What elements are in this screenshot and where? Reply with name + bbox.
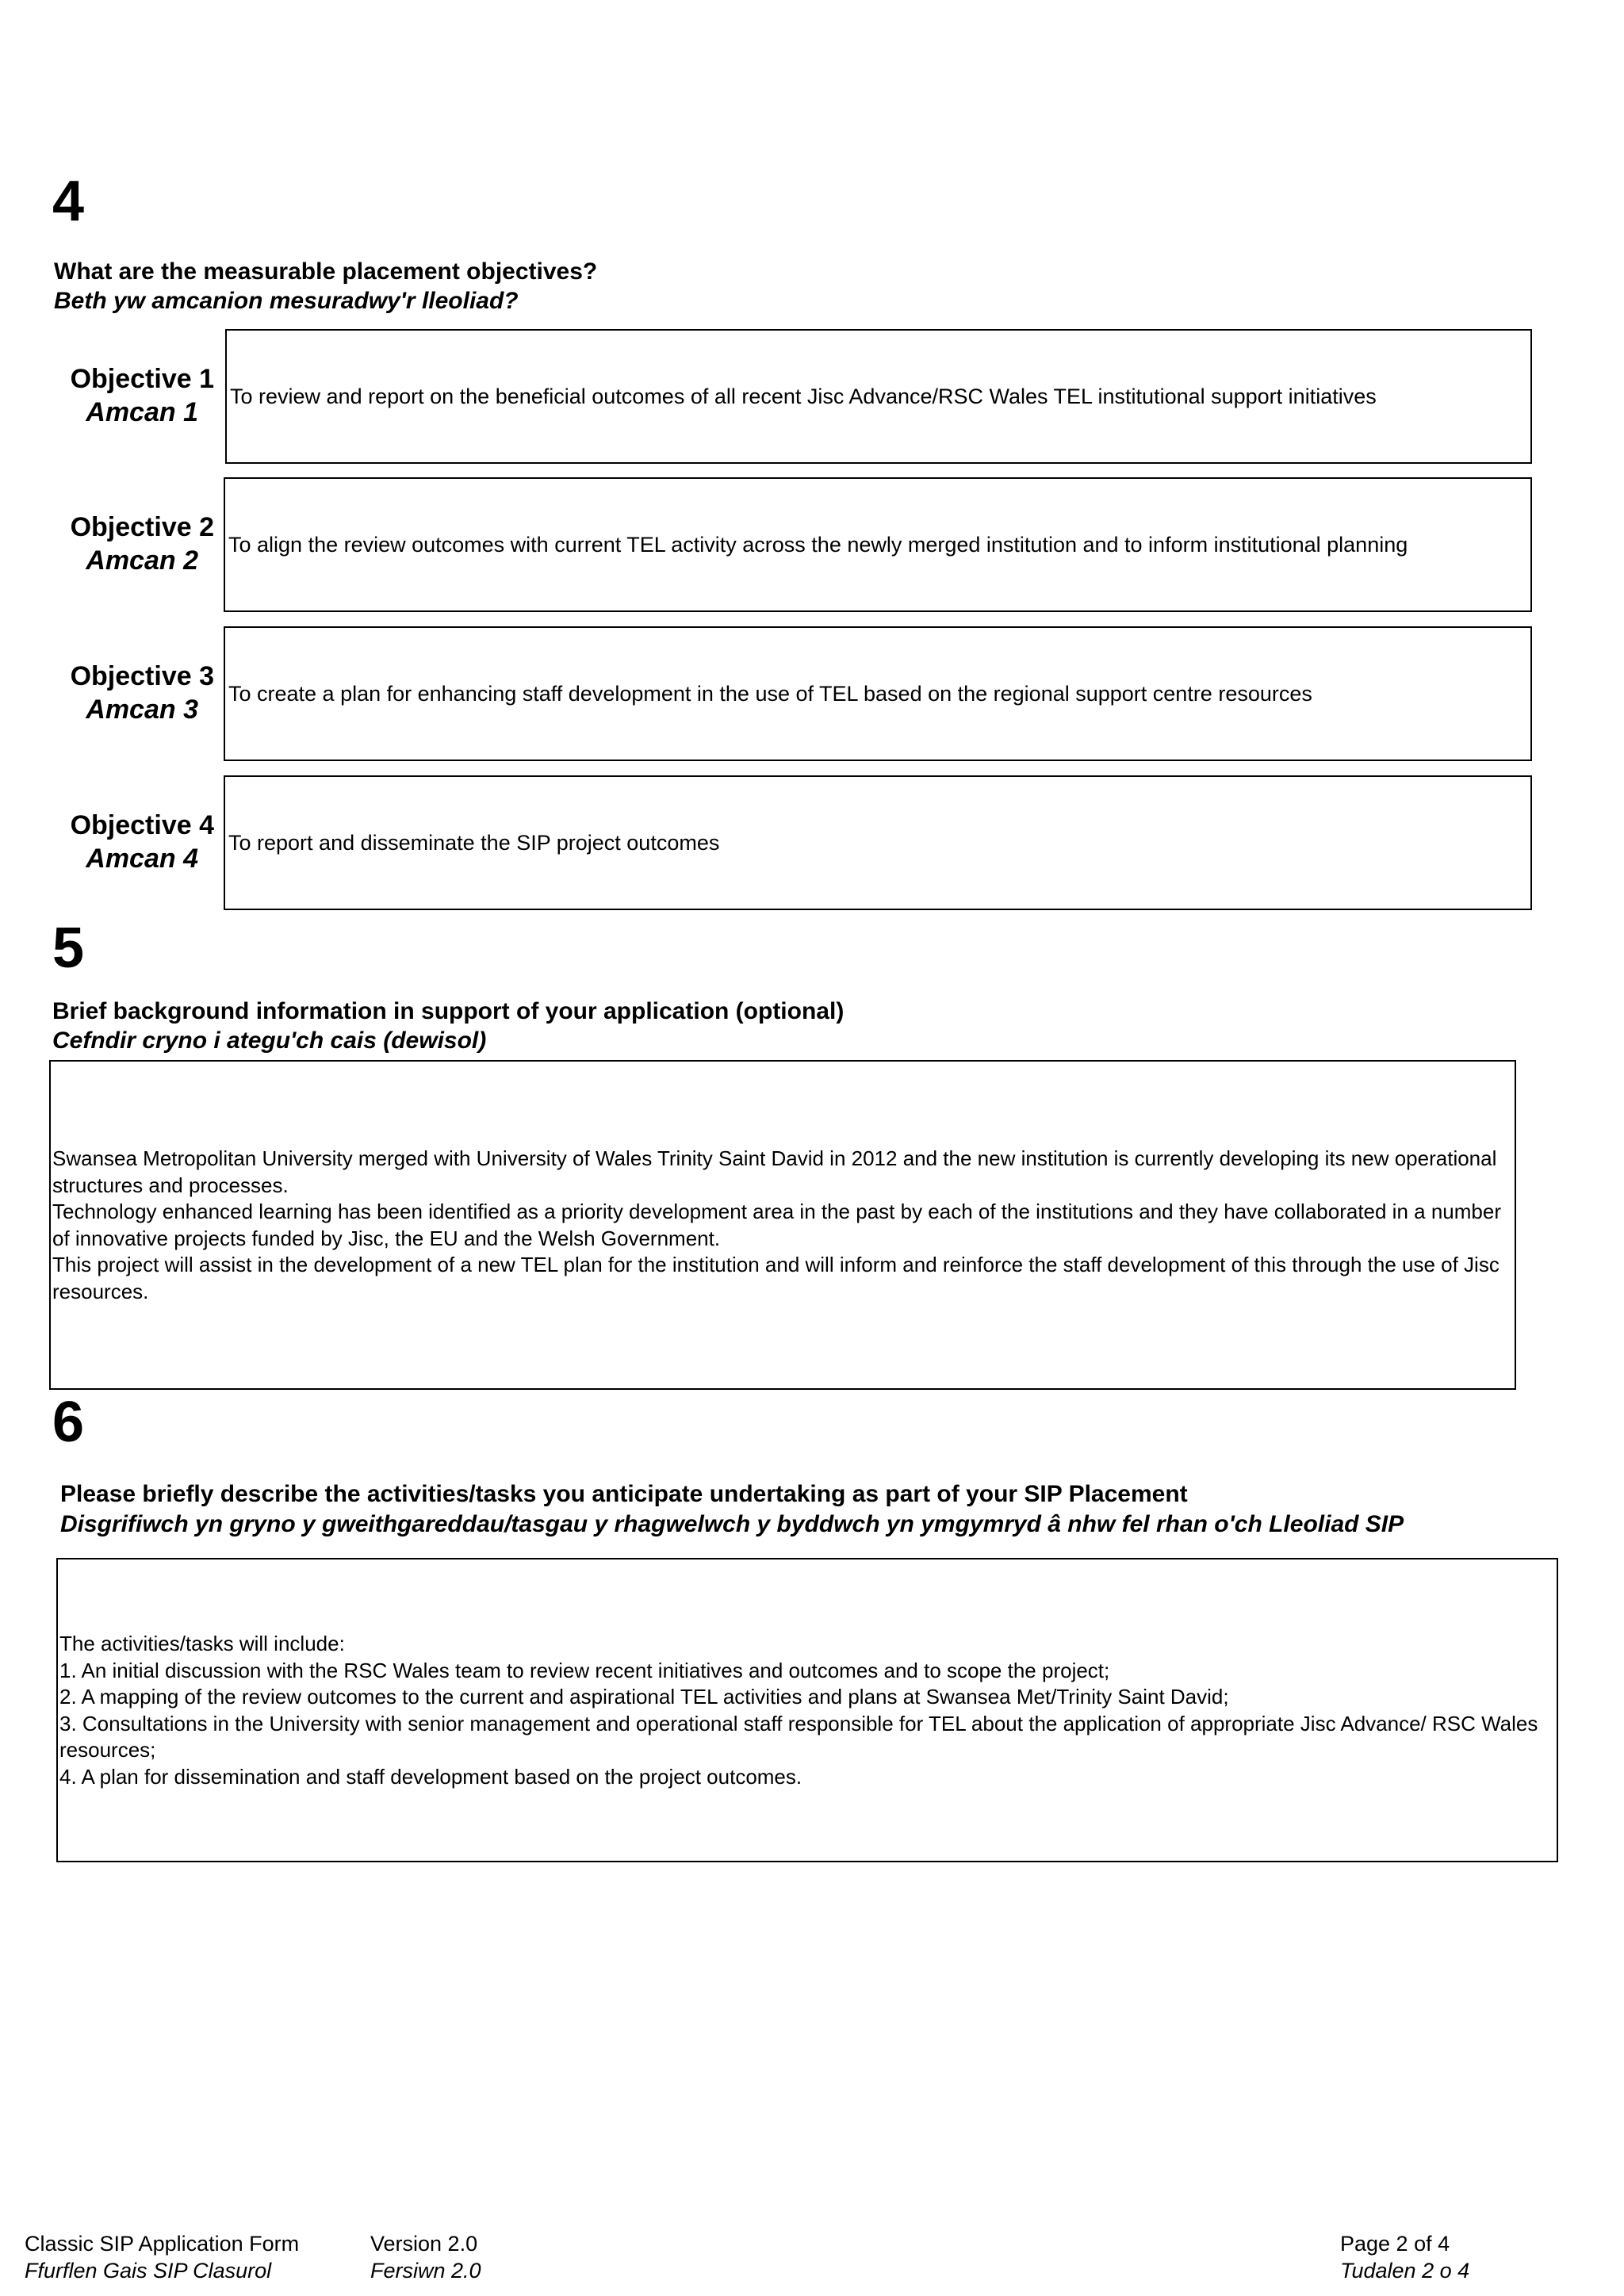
footer-page-number [1340,2230,1469,2284]
footer-version [370,2230,481,2284]
footer-form-name-cy: Ffurflen Gais SIP Clasurol [25,2259,272,2283]
section-4-question-cy: Beth yw amcanion mesuradwy'r lleoliad? [54,288,519,314]
section-6-question-cy: Disgrifiwch yn gryno y gweithgareddau/tasgau y rhagwelwch y byddwch yn ymgymryd â nhw fel rhan o'ch Lleoliad SIP [60,1511,1404,1537]
objective-1-field[interactable] [225,329,1532,464]
objective-2-label-cy: Amcan 2 [86,545,198,576]
activities-line-1: 1. An initial discussion with the RSC Wales team to review recent initiatives and outcomes and to scope the project; [59,1658,1110,1682]
objective-3-label [56,660,214,726]
objective-3-text: To create a plan for enhancing staff development in the use of TEL based on the regional support centre resources [228,681,1312,706]
background-info-field[interactable] [49,1060,1516,1390]
footer-page-en: Page 2 of 4 [1340,2232,1450,2256]
footer-version-en: Version 2.0 [370,2232,478,2256]
section-4-question-en: What are the measurable placement objectives? [54,258,598,285]
objective-2-label-en: Objective 2 [70,512,214,542]
activities-text [59,1631,1555,1790]
background-paragraph-1: Swansea Metropolitan University merged with University of Wales Trinity Saint David in 2012 and the new institution is currently developing its new operational structures and processes. [52,1146,1497,1197]
objective-1-label-cy: Amcan 1 [86,397,198,427]
objective-2-label [56,511,214,577]
section-4-number: 4 [52,170,85,233]
section-6-number: 6 [52,1391,85,1454]
footer-page-cy: Tudalen 2 o 4 [1340,2259,1470,2283]
section-5-question-en: Brief background information in support of your application (optional) [52,998,845,1024]
section-6-question-en: Please briefly describe the activities/tasks you anticipate undertaking as part of your SIP Placement [60,1481,1188,1507]
objective-4-field[interactable] [224,775,1532,910]
footer-version-cy: Fersiwn 2.0 [370,2259,481,2283]
objective-4-text: To report and disseminate the SIP project outcomes [228,830,720,855]
activities-field[interactable] [56,1558,1558,1862]
background-paragraph-2: Technology enhanced learning has been identified as a priority development area in the past by each of the institutions and they have collaborated in a number of innovative projects funded by Jisc, the EU and the Welsh Government. [52,1200,1501,1250]
objective-3-field[interactable] [224,626,1532,761]
objective-1-label [56,362,214,429]
activities-line-2: 2. A mapping of the review outcomes to the current and aspirational TEL activities and plans at Swansea Met/Trinity Saint David; [59,1685,1229,1709]
background-info-text [52,1146,1511,1305]
section-5-question-cy: Cefndir cryno i ategu'ch cais (dewisol) [52,1027,487,1054]
activities-line-intro: The activities/tasks will include: [59,1632,345,1655]
objective-1-text: To review and report on the beneficial outcomes of all recent Jisc Advance/RSC Wales TEL institutional support initiatives [230,384,1377,408]
objective-2-field[interactable] [224,477,1532,612]
objective-3-label-cy: Amcan 3 [86,695,198,725]
section-5-number: 5 [52,916,85,980]
activities-line-4: 4. A plan for dissemination and staff development based on the project outcomes. [59,1764,802,1789]
background-paragraph-3: This project will assist in the development of a new TEL plan for the institution and will inform and reinforce the staff development of this through the use of Jisc resources. [52,1253,1500,1303]
objective-2-text: To align the review outcomes with current TEL activity across the newly merged institution and to inform institutional planning [228,532,1408,557]
objective-4-label-cy: Amcan 4 [86,844,198,874]
footer-form-name-en: Classic SIP Application Form [25,2232,300,2256]
objective-3-label-en: Objective 3 [70,661,214,691]
objective-4-label-en: Objective 4 [70,810,214,840]
activities-line-3: 3. Consultations in the University with senior management and operational staff responsible for TEL about the application of appropriate Jisc Advance/ RSC Wales resources; [59,1711,1538,1762]
objective-1-label-en: Objective 1 [70,364,214,394]
footer-form-name [25,2230,299,2284]
objective-4-label [56,809,214,875]
